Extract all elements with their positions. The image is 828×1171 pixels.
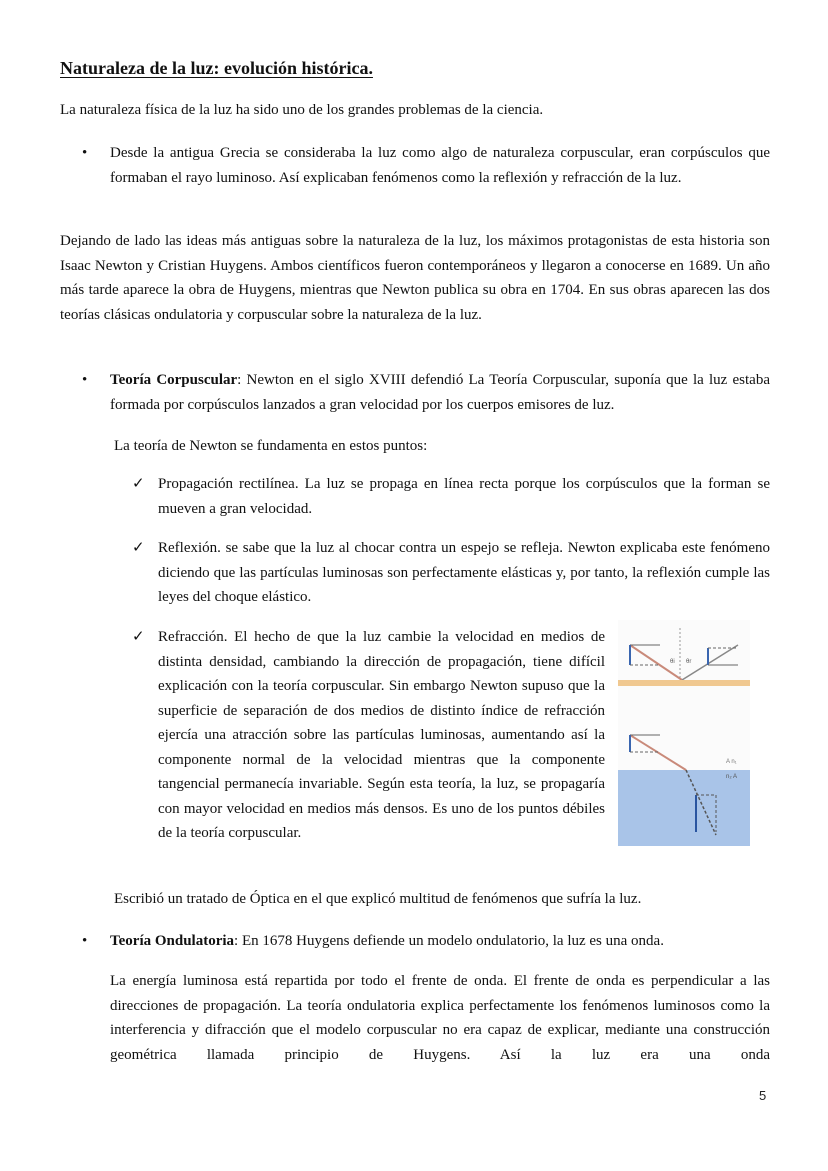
point-propagacion: Propagación rectilínea. La luz se propaga en línea recta porque los corpúsculos que la forman se mueven a gran velocidad. [158, 476, 770, 517]
checkmark-icon: ✓ [132, 540, 145, 556]
reflection-refraction-diagram-icon [618, 620, 750, 846]
corpuscular-text: : Newton en el siglo XVIII defendió La Teoría Corpuscular, suponía que la luz estaba formada por corpúsculos lanzados a gran velocidad por los cuerpos emisores de luz. [110, 372, 770, 413]
svg-text:θi: θi [670, 659, 675, 665]
history-paragraph: Dejando de lado las ideas más antiguas sobre la naturaleza de la luz, los máximos protagonistas de esta historia son Isaac Newton y Cristian Huygens. Ambos científicos fueron contemporáneos y llegaron a conocerse en 1689. Un año más tarde aparece la obra de Huygens, mientras que Newton publica su obra en 1704. En sus obras aparecen las dos teorías clásicas ondulatoria y corpuscular sobre la naturaleza de la luz. [60, 233, 770, 323]
page-title: Naturaleza de la luz: evolución histórica. [60, 58, 373, 78]
corpuscular-heading: Teoría Corpuscular [110, 372, 238, 388]
bullet-icon: • [82, 933, 88, 949]
bullet-icon: • [82, 372, 88, 388]
svg-text:θr: θr [686, 659, 692, 665]
checkmark-icon: ✓ [132, 476, 145, 492]
ondulatoria-paragraph: La energía luminosa está repartida por todo el frente de onda. El frente de onda es perpendicular a las direcciones de propagación. La teoría ondulatoria explica perfectamente los fenómenos luminosos como la interferencia y difracción que el modelo corpuscular no era capaz de explicar, mediante una construcción geométrica llamada principio de Huygens. Así la luz era una onda [110, 973, 770, 1063]
newton-points-intro: La teoría de Newton se fundamenta en estos puntos: [114, 438, 428, 454]
optics-treatise: Escribió un tratado de Óptica en el que explicó multitud de fenómenos que sufría la luz. [114, 891, 642, 907]
svg-text:n₂ A: n₂ A [726, 774, 738, 780]
intro-paragraph: La naturaleza física de la luz ha sido uno de los grandes problemas de la ciencia. [60, 102, 544, 118]
point-reflexion: Reflexión. se sabe que la luz al chocar contra un espejo se refleja. Newton explicaba este fenómeno diciendo que las partículas luminosas son perfectamente elásticas y, por tanto, la reflexión cumple las leyes del choque elástico. [158, 540, 770, 605]
refraction-reflection-figure [618, 620, 750, 846]
ondulatoria-bullet [110, 929, 770, 954]
corpuscular-bullet [110, 368, 770, 417]
bullet-icon: • [82, 145, 88, 161]
checkmark-icon: ✓ [132, 629, 145, 645]
bullet-greece: Desde la antigua Grecia se consideraba la luz como algo de naturaleza corpuscular, eran corpúsculos que formaban el rayo luminoso. Así explicaban fenómenos como la reflexión y refracción de la luz. [110, 145, 770, 186]
point-refraccion: Refracción. El hecho de que la luz cambie la velocidad en medios de distinta densidad, cambiando la dirección de propagación, tiene difícil explicación con la teoría corpuscular. Sin embargo Newton supuso que la superficie de separación de dos medios de distinto índice de refracción ejercía una atracción sobre las partículas luminosas, aumentando así la componente normal de la velocidad mientras que la componente tangencial permanecía invariable. Según esta teoría, la luz, se propagaría con mayor velocidad en medios más densos. Es uno de los puntos débiles de la teoría corpuscular. [158, 629, 605, 841]
ondulatoria-heading: Teoría Ondulatoria [110, 933, 235, 949]
svg-text:A n₁: A n₁ [726, 759, 737, 765]
page-number: 5 [759, 1088, 767, 1103]
ondulatoria-text: : En 1678 Huygens defiende un modelo ondulatorio, la luz es una onda. [234, 933, 664, 949]
